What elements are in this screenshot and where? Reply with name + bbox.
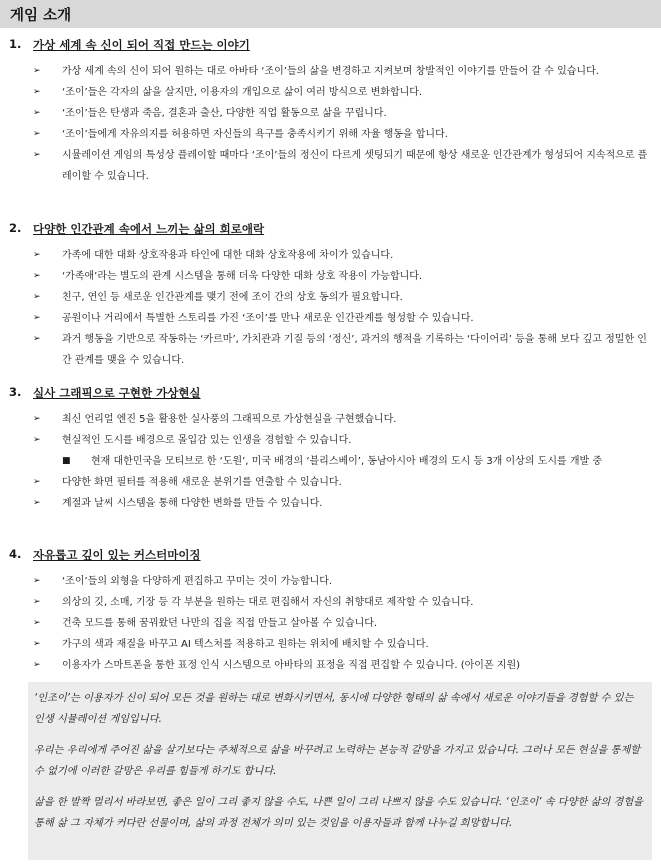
list-item xyxy=(0,592,661,613)
arrow-bullet-icon: ➢ xyxy=(33,576,41,586)
arrow-bullet-icon: ➢ xyxy=(33,87,41,97)
section-title: 가상 세계 속 신이 되어 직접 만드는 이야기 xyxy=(33,38,250,52)
item-text: 공원이나 거리에서 특별한 스토리를 가진 ‘조이’를 만나 새로운 인간관계를 형성할 수 있습니다. xyxy=(62,313,474,324)
section-1 xyxy=(0,37,661,187)
arrow-bullet-icon: ➢ xyxy=(33,334,41,344)
sub-list-item xyxy=(0,451,661,472)
section-number: 1. xyxy=(9,37,22,51)
section-title: 실사 그래픽으로 구현한 가상현실 xyxy=(33,386,201,400)
item-text: 시뮬레이션 게임의 특성상 플레이할 때마다 ‘조이’들의 정신이 다르게 셋팅되기 때문에 항상 새로운 인간관계가 형성되어 지속적으로 플레이할 수 있습니다. xyxy=(62,150,648,182)
section-2 xyxy=(0,221,661,371)
arrow-bullet-icon: ➢ xyxy=(33,597,41,607)
list-item xyxy=(0,308,661,329)
section-heading xyxy=(0,547,661,565)
arrow-bullet-icon: ➢ xyxy=(33,129,41,139)
arrow-bullet-icon: ➢ xyxy=(33,435,41,445)
section-heading xyxy=(0,221,661,239)
section-heading xyxy=(0,37,661,55)
arrow-bullet-icon: ➢ xyxy=(33,639,41,649)
arrow-bullet-icon: ➢ xyxy=(33,414,41,424)
item-list xyxy=(0,409,661,514)
item-text: 친구, 연인 등 새로운 인간관계를 맺기 전에 조이 간의 상호 동의가 필요합니다. xyxy=(62,292,403,303)
arrow-bullet-icon: ➢ xyxy=(33,618,41,628)
list-item xyxy=(0,103,661,124)
item-text: 과거 행동을 기반으로 작동하는 ‘카르마’, 가치관과 기질 등의 ‘정신’, 과거의 행적을 기록하는 ‘다이어리’ 등을 통해 보다 깊고 정밀한 인간 관계를 맺을 수 있습니다. xyxy=(62,334,647,366)
item-text: 이용자가 스마트폰을 통한 표정 인식 시스템으로 아바타의 표정을 직접 편집할 수 있습니다. (아이폰 지원) xyxy=(62,660,521,671)
note-paragraph: 삶을 한 발짝 멀리서 바라보면, 좋은 일이 그리 좋지 않을 수도, 나쁜 일이 그리 나쁘지 않을 수도 있습니다. ‘인조이’ 속 다양한 삶의 경험을 통해 삶 그 자체가 커다란 선물이며, 삶의 과정 전체가 의미 있는 것임을 이용자들과 함께 나누길 희망합니다. xyxy=(34,797,644,829)
list-item xyxy=(0,571,661,592)
list-item xyxy=(0,655,661,676)
list-item xyxy=(0,472,661,493)
arrow-bullet-icon: ➢ xyxy=(33,313,41,323)
arrow-bullet-icon: ➢ xyxy=(33,66,41,76)
arrow-bullet-icon: ➢ xyxy=(33,292,41,302)
arrow-bullet-icon: ➢ xyxy=(33,250,41,260)
item-text: 다양한 화면 필터를 적용해 새로운 분위기를 연출할 수 있습니다. xyxy=(62,477,342,488)
list-item xyxy=(0,329,661,371)
arrow-bullet-icon: ➢ xyxy=(33,271,41,281)
item-text: 가구의 색과 재질을 바꾸고 AI 텍스처를 적용하고 원하는 위치에 배치할 수 있습니다. xyxy=(62,639,429,650)
arrow-bullet-icon: ➢ xyxy=(33,660,41,670)
item-text: 가상 세계 속의 신이 되어 원하는 대로 아바타 ‘조이’들의 삶을 변경하고 지켜보며 창발적인 이야기를 만들어 갈 수 있습니다. xyxy=(62,66,599,77)
item-text: 가족에 대한 대화 상호작용과 타인에 대한 대화 상호작용에 차이가 있습니다. xyxy=(62,250,394,261)
section-number: 3. xyxy=(9,385,22,399)
item-list xyxy=(0,61,661,187)
section-title: 다양한 인간관계 속에서 느끼는 삶의 희로애락 xyxy=(33,222,265,236)
list-item xyxy=(0,613,661,634)
list-item xyxy=(0,82,661,103)
list-item xyxy=(0,634,661,655)
item-text: ‘조이’들은 각자의 삶을 살지만, 이용자의 개입으로 삶이 여러 방식으로 변화합니다. xyxy=(62,87,423,98)
list-item xyxy=(0,287,661,308)
item-text: 계절과 날씨 시스템을 통해 다양한 변화를 만들 수 있습니다. xyxy=(62,498,323,509)
section-number: 4. xyxy=(9,547,22,561)
item-text: ‘조이’들의 외형을 다양하게 편집하고 꾸미는 것이 가능합니다. xyxy=(62,576,333,587)
list-item xyxy=(0,493,661,514)
list-item xyxy=(0,245,661,266)
list-item xyxy=(0,124,661,145)
item-list xyxy=(0,571,661,676)
intro-note-box xyxy=(28,682,652,860)
note-paragraph: ‘인조이’는 이용자가 신이 되어 모든 것을 원하는 대로 변화시키면서, 동시에 다양한 형태의 삶 속에서 새로운 이야기들을 경험할 수 있는 인생 시뮬레이션 게임입니다. xyxy=(34,693,634,725)
list-item xyxy=(0,145,661,187)
arrow-bullet-icon: ➢ xyxy=(33,150,41,160)
item-text: ‘조이’들은 탄생과 죽음, 결혼과 출산, 다양한 직업 활동으로 삶을 꾸립니다. xyxy=(62,108,387,119)
section-4 xyxy=(0,547,661,676)
arrow-bullet-icon: ➢ xyxy=(33,108,41,118)
item-text: 현실적인 도시를 배경으로 몰입감 있는 인생을 경험할 수 있습니다. xyxy=(62,435,352,446)
section-3 xyxy=(0,385,661,514)
item-text: 의상의 깃, 소매, 기장 등 각 부분을 원하는 대로 편집해서 자신의 취향대로 제작할 수 있습니다. xyxy=(62,597,474,608)
item-text: 건축 모드를 통해 꿈꿔왔던 나만의 집을 직접 만들고 살아볼 수 있습니다. xyxy=(62,618,378,629)
page-title: 게임 소개 xyxy=(10,7,72,24)
section-heading xyxy=(0,385,661,403)
list-item xyxy=(0,409,661,430)
list-item xyxy=(0,61,661,82)
list-item xyxy=(0,266,661,287)
square-bullet-icon: ■ xyxy=(62,456,71,466)
list-item xyxy=(0,430,661,451)
item-list xyxy=(0,245,661,371)
page-header xyxy=(0,0,661,28)
item-text: ‘조이’들에게 자유의지를 허용하면 자신들의 욕구를 충족시키기 위해 자율 행동을 합니다. xyxy=(62,129,448,140)
item-text: ‘가족애’라는 별도의 관계 시스템을 통해 더욱 다양한 대화 상호 작용이 가능합니다. xyxy=(62,271,423,282)
note-paragraph: 우리는 우리에게 주어진 삶을 살기보다는 주체적으로 삶을 바꾸려고 노력하는 본능적 갈망을 가지고 있습니다. 그러나 모든 현실을 통제할 수 없기에 이러한 갈망은 우리를 힘들게 하기도 합니다. xyxy=(34,745,641,777)
item-text: 현재 대한민국을 모티브로 한 ‘도원’, 미국 배경의 ‘블리스베이’, 동남아시아 배경의 도시 등 3개 이상의 도시를 개발 중 xyxy=(91,456,602,467)
item-text: 최신 언리얼 엔진 5을 활용한 실사풍의 그래픽으로 가상현실을 구현했습니다. xyxy=(62,414,397,425)
section-title: 자유롭고 깊이 있는 커스터마이징 xyxy=(33,548,201,562)
section-number: 2. xyxy=(9,221,22,235)
arrow-bullet-icon: ➢ xyxy=(33,477,41,487)
arrow-bullet-icon: ➢ xyxy=(33,498,41,508)
